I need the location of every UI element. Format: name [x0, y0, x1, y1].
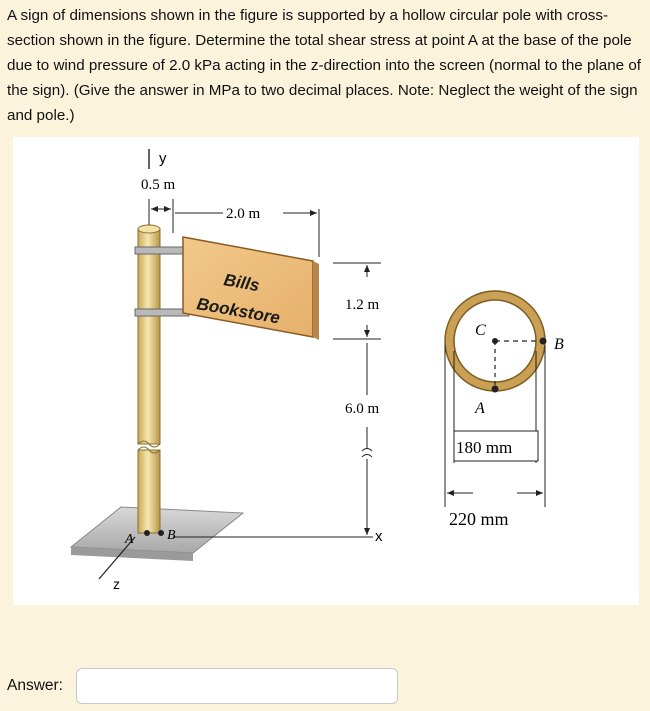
sign-pole-figure	[13, 137, 639, 605]
dim-sign-height-label: 1.2 m	[345, 297, 380, 313]
question-text: A sign of dimensions shown in the figure is supported by a hollow circular pole with cross-section shown in the figure. Determine the total shear stress at point A at the base of the pole due to wind pressure of 2.0 kPa acting in the z-direction into the screen (normal to the plane of the sign). (Give the answer in MPa to two decimal places. Note: Neglect the weight of the sign and pole.)	[7, 7, 642, 124]
section-point-c-label: C	[475, 322, 486, 339]
outer-diameter-label: 220 mm	[449, 509, 509, 529]
pole	[138, 225, 160, 533]
axis-x-label: x	[375, 528, 383, 545]
answer-input[interactable]	[76, 668, 398, 704]
figure-panel	[13, 137, 639, 605]
base-point-b-label: B	[167, 528, 176, 543]
dim-width-label: 2.0 m	[226, 206, 261, 222]
dim-pole-height-label: 6.0 m	[345, 401, 380, 417]
inner-diameter-label: 180 mm	[456, 438, 513, 457]
sign-board	[183, 237, 319, 340]
section-point-a-label: A	[475, 400, 485, 417]
axis-z-label: z	[113, 576, 120, 592]
pole-cross-section	[445, 291, 564, 529]
axis-y-label: y	[159, 150, 167, 167]
dim-offset-label: 0.5 m	[141, 177, 176, 193]
sign-text-line2: Bookstore	[195, 294, 282, 328]
section-point-b-label: B	[554, 336, 564, 353]
sign-text-line1: Bills	[222, 270, 261, 296]
answer-label: Answer:	[7, 677, 63, 694]
side-dimensions	[333, 263, 383, 545]
base-point-a-label: A	[125, 532, 134, 547]
y-axis	[149, 149, 167, 169]
